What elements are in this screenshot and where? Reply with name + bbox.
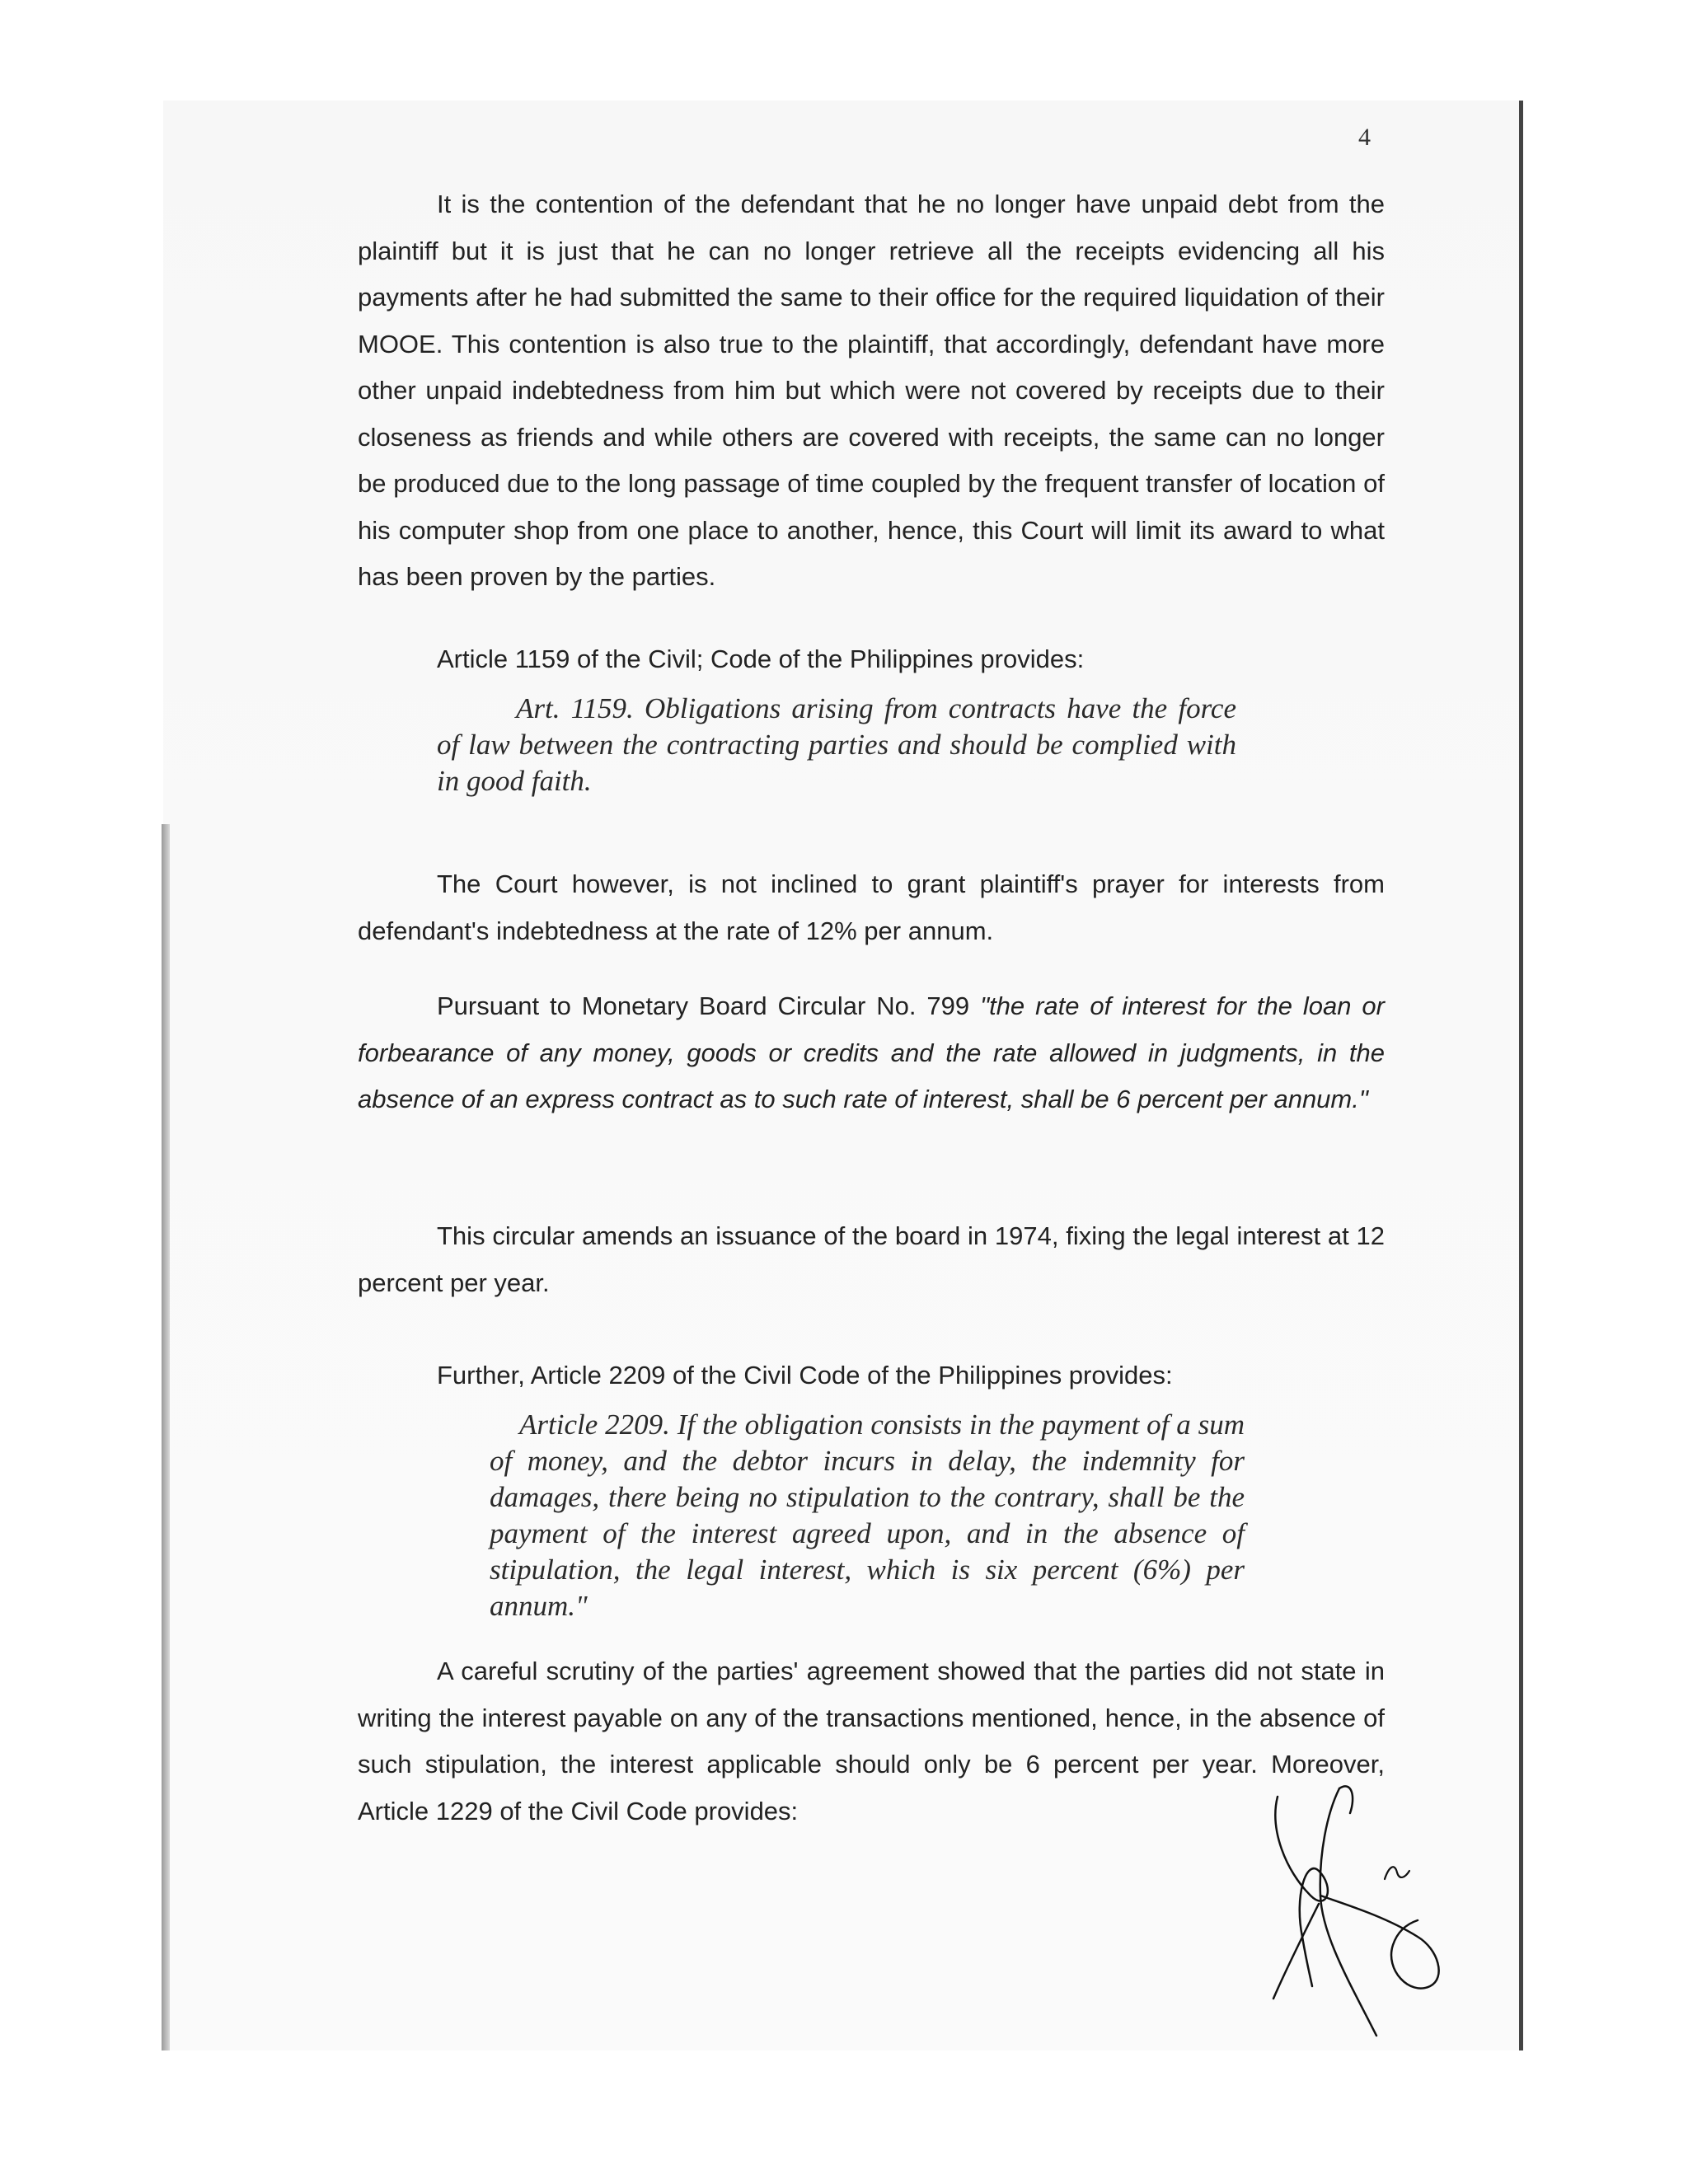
paragraph-defendant-contention: It is the contention of the defendant that he no longer have unpaid debt from the plaintiff but it is just that he can no longer retrieve all the receipts evidencing all his payments after he had submitted the same to their office for the required liquidation of their MOOE. This contention is also true to the plaintiff, that accordingly, defendant have more other unpaid indebtedness from him but which were not covered by receipts due to their closeness as friends and while others are covered with receipts, the same can no longer be produced due to the long passage of time coupled by the frequent transfer of location of his computer shop from one place to another, hence, this Court will limit its award to what has been proven by the parties. — [358, 190, 1385, 591]
paragraph-circular-amends: This circular amends an issuance of the board in 1974, fixing the legal interest at 12 percent per year. — [358, 1221, 1385, 1297]
quote-article-2209: Article 2209. If the obligation consists in the payment of a sum of money, and the debtor incurs in delay, the indemnity for damages, there being no stipulation to the contrary, shall be the payment of the interest agreed upon, and in the absence of stipulation, the legal interest, which is six percent (6%) per annum." — [490, 1408, 1245, 1622]
quote-article-1159: Art. 1159. Obligations arising from contracts have the force of law between the contracting parties and should be complied with in good faith. — [437, 692, 1236, 797]
paragraph-article-1159-lead: Article 1159 of the Civil; Code of the Philippines provides: — [437, 644, 1085, 673]
paragraph-article-2209-lead: Further, Article 2209 of the Civil Code of the Philippines provides: — [437, 1361, 1173, 1390]
paragraph-monetary-board-circular — [358, 983, 1385, 1123]
paragraph-careful-scrutiny: A careful scrutiny of the parties' agreement showed that the parties did not state in writing the interest payable on any of the transactions mentioned, hence, in the absence of such stipulation, the interest applicable should only be 6 percent per year. Moreover, Article 1229 of the Civil Code provides: — [358, 1657, 1385, 1825]
circular-quoted-text: "the rate of interest for the loan or forbearance of any money, goods or credits and the rate allowed in judgments, in the absence of an express contract as to such rate of interest, shall be 6 percent per annum." — [358, 991, 1385, 1113]
scan-left-edge-shadow — [162, 824, 170, 2050]
paragraph-court-interest: The Court however, is not inclined to grant plaintiff's prayer for interests from defendant's indebtedness at the rate of 12% per annum. — [358, 869, 1385, 945]
circular-lead-text: Pursuant to Monetary Board Circular No. 799 — [437, 991, 981, 1020]
scan-right-edge-line — [1519, 101, 1523, 2050]
handwritten-signature — [1261, 1780, 1467, 2052]
page-number: 4 — [1358, 124, 1371, 151]
